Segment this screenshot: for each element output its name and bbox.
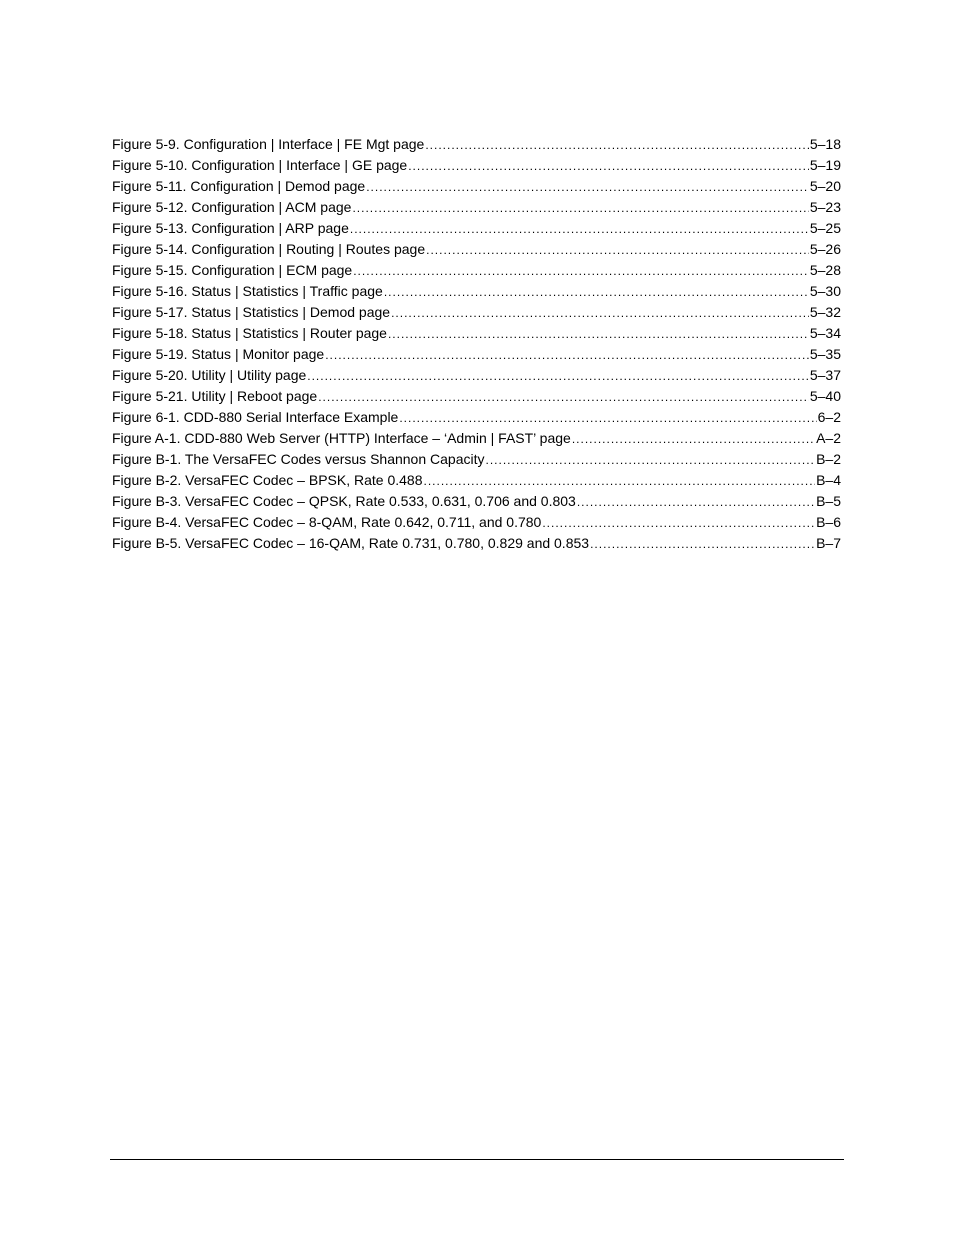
- toc-entry-page: B–4: [816, 472, 841, 488]
- toc-dot-leader: [350, 219, 809, 239]
- toc-entry-page: 5–34: [809, 325, 841, 341]
- toc-entry[interactable]: [112, 344, 841, 365]
- toc-entry-page: 5–25: [809, 220, 841, 236]
- toc-entry-page: 5–40: [809, 388, 841, 404]
- toc-entry-title: Figure B-1. The VersaFEC Codes versus Shannon Capacity: [112, 451, 485, 467]
- toc-entry-title: Figure 5-15. Configuration | ECM page: [112, 262, 353, 278]
- toc-entry-page: 5–35: [809, 346, 841, 362]
- list-of-figures: [112, 134, 841, 554]
- toc-entry-page: B–6: [816, 514, 841, 530]
- toc-dot-leader: [352, 198, 808, 218]
- toc-entry-title: Figure 5-11. Configuration | Demod page: [112, 178, 366, 194]
- toc-entry-page: 5–37: [809, 367, 841, 383]
- toc-dot-leader: [325, 345, 809, 365]
- toc-entry[interactable]: [112, 155, 841, 176]
- toc-entry[interactable]: [112, 323, 841, 344]
- toc-entry-title: Figure 5-18. Status | Statistics | Router page: [112, 325, 387, 341]
- toc-dot-leader: [572, 429, 815, 449]
- toc-entry[interactable]: [112, 260, 841, 281]
- toc-entry-title: Figure 5-9. Configuration | Interface | FE Mgt page: [112, 136, 425, 152]
- toc-entry-page: 5–18: [809, 136, 841, 152]
- toc-entry[interactable]: [112, 218, 841, 239]
- toc-entry-title: Figure 5-14. Configuration | Routing | Routes page: [112, 241, 426, 257]
- toc-dot-leader: [353, 261, 809, 281]
- toc-entry-title: Figure 5-19. Status | Monitor page: [112, 346, 325, 362]
- toc-entry-page: B–7: [816, 535, 841, 551]
- toc-dot-leader: [384, 282, 809, 302]
- toc-entry[interactable]: [112, 302, 841, 323]
- toc-entry-page: 5–32: [809, 304, 841, 320]
- toc-entry-page: B–2: [816, 451, 841, 467]
- toc-entry-title: Figure B-2. VersaFEC Codec – BPSK, Rate 0.488: [112, 472, 423, 488]
- toc-entry-page: 5–26: [809, 241, 841, 257]
- toc-entry-title: Figure B-5. VersaFEC Codec – 16-QAM, Rate 0.731, 0.780, 0.829 and 0.853: [112, 535, 590, 551]
- toc-dot-leader: [307, 366, 809, 386]
- toc-entry-page: B–5: [816, 493, 841, 509]
- toc-entry[interactable]: [112, 407, 841, 428]
- toc-entry-title: Figure A-1. CDD-880 Web Server (HTTP) Interface – ‘Admin | FAST’ page: [112, 430, 571, 446]
- toc-entry-title: Figure 5-13. Configuration | ARP page: [112, 220, 349, 236]
- toc-dot-leader: [425, 135, 809, 155]
- toc-entry-title: Figure 5-20. Utility | Utility page: [112, 367, 307, 383]
- toc-dot-leader: [318, 387, 809, 407]
- toc-entry[interactable]: [112, 428, 841, 449]
- toc-entry[interactable]: [112, 512, 841, 533]
- toc-entry[interactable]: [112, 197, 841, 218]
- toc-entry-page: 5–30: [809, 283, 841, 299]
- toc-dot-leader: [366, 177, 809, 197]
- toc-entry-page: 5–20: [809, 178, 841, 194]
- toc-entry[interactable]: [112, 365, 841, 386]
- toc-entry[interactable]: [112, 239, 841, 260]
- toc-dot-leader: [399, 408, 816, 428]
- toc-entry-title: Figure B-3. VersaFEC Codec – QPSK, Rate 0.533, 0.631, 0.706 and 0.803: [112, 493, 576, 509]
- toc-entry[interactable]: [112, 533, 841, 554]
- toc-dot-leader: [426, 240, 809, 260]
- toc-dot-leader: [577, 492, 815, 512]
- toc-entry-title: Figure 5-21. Utility | Reboot page: [112, 388, 318, 404]
- toc-entry[interactable]: [112, 470, 841, 491]
- toc-entry-page: A–2: [816, 430, 841, 446]
- toc-entry-title: Figure 5-17. Status | Statistics | Demod page: [112, 304, 391, 320]
- toc-dot-leader: [485, 450, 815, 470]
- toc-entry[interactable]: [112, 449, 841, 470]
- toc-entry[interactable]: [112, 134, 841, 155]
- toc-entry[interactable]: [112, 386, 841, 407]
- toc-entry-page: 5–19: [809, 157, 841, 173]
- toc-dot-leader: [590, 534, 815, 554]
- toc-dot-leader: [424, 471, 816, 491]
- toc-entry-title: Figure 6-1. CDD-880 Serial Interface Example: [112, 409, 399, 425]
- toc-entry-title: Figure B-4. VersaFEC Codec – 8-QAM, Rate 0.642, 0.711, and 0.780: [112, 514, 542, 530]
- toc-entry[interactable]: [112, 281, 841, 302]
- footer-divider: [110, 1159, 844, 1160]
- toc-dot-leader: [542, 513, 815, 533]
- toc-entry[interactable]: [112, 491, 841, 512]
- toc-entry-title: Figure 5-12. Configuration | ACM page: [112, 199, 352, 215]
- toc-entry-page: 5–28: [809, 262, 841, 278]
- toc-entry-title: Figure 5-10. Configuration | Interface | GE page: [112, 157, 408, 173]
- toc-entry-page: 6–2: [817, 409, 841, 425]
- toc-entry-title: Figure 5-16. Status | Statistics | Traffic page: [112, 283, 383, 299]
- toc-dot-leader: [391, 303, 809, 323]
- toc-entry[interactable]: [112, 176, 841, 197]
- toc-entry-page: 5–23: [809, 199, 841, 215]
- toc-dot-leader: [408, 156, 809, 176]
- toc-dot-leader: [388, 324, 809, 344]
